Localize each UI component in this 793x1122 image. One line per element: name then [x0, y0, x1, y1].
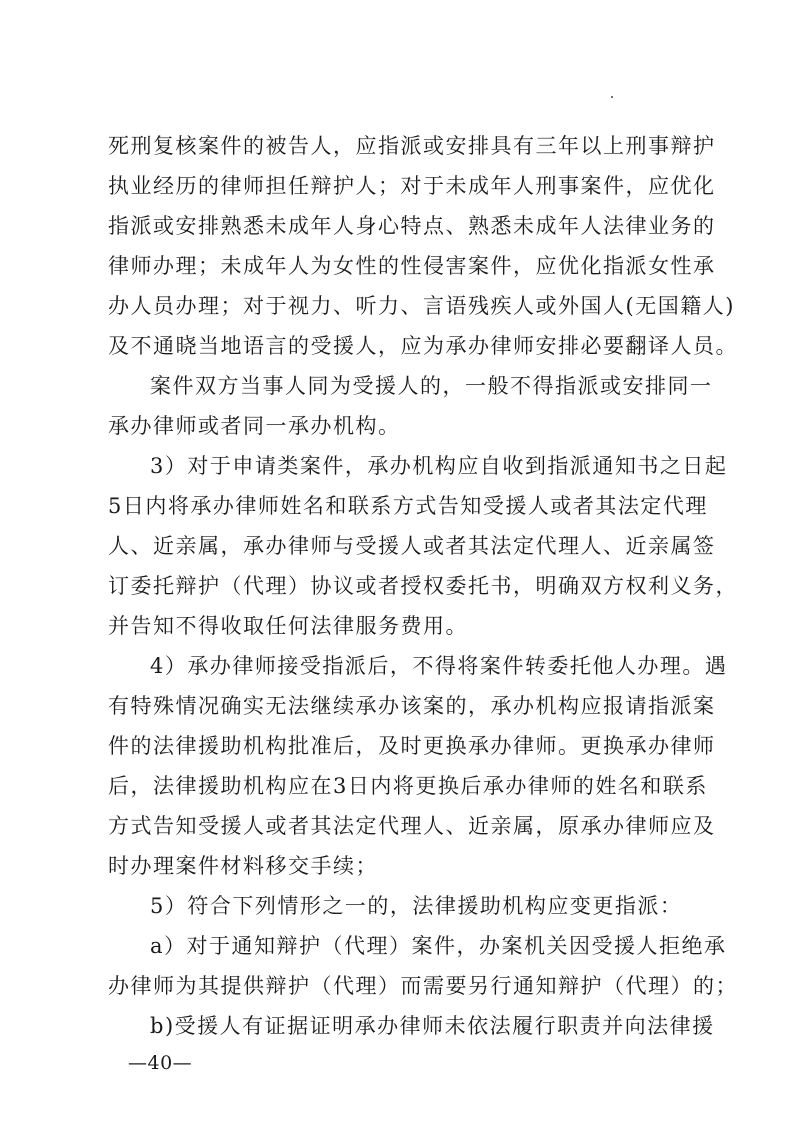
scan-speck [611, 96, 613, 98]
text-line-16: 件的法律援助机构批准后，及时更换承办律师。更换承办律师 [108, 734, 716, 758]
text-line-4: 律师办理；未成年人为女性的性侵害案件，应优化指派女性承 [108, 254, 716, 278]
text-line-2: 执业经历的律师担任辩护人；对于未成年人刑事案件，应优化 [108, 174, 716, 198]
text-line-19: 时办理案件材料移交手续； [108, 854, 378, 878]
text-line-8: 承办律师或者同一承办机构。 [108, 414, 401, 438]
text-line-12: 订委托辩护（代理）协议或者授权委托书，明确双方权利义务， [108, 574, 738, 598]
page-number: —40— [128, 1052, 193, 1074]
text-line-20: 5）符合下列情形之一的，法律援助机构应变更指派： [150, 894, 683, 918]
text-line-11: 人、近亲属，承办律师与受援人或者其法定代理人、近亲属签 [108, 534, 716, 558]
text-line-6: 及不通晓当地语言的受援人，应为承办律师安排必要翻译人员。 [108, 334, 738, 358]
text-line-15: 有特殊情况确实无法继续承办该案的，承办机构应报请指派案 [108, 694, 716, 718]
text-line-13: 并告知不得收取任何法律服务费用。 [108, 614, 468, 638]
text-line-18: 方式告知受援人或者其法定代理人、近亲属，原承办律师应及 [108, 814, 716, 838]
text-line-21: a）对于通知辩护（代理）案件，办案机关因受援人拒绝承 [150, 934, 727, 958]
text-line-5: 办人员办理；对于视力、听力、言语残疾人或外国人(无国籍人) [108, 294, 735, 318]
text-line-14: 4）承办律师接受指派后，不得将案件转委托他人办理。遇 [150, 654, 728, 678]
text-line-22: 办律师为其提供辩护（代理）而需要另行通知辩护（代理）的； [108, 974, 738, 998]
text-line-7: 案件双方当事人同为受援人的，一般不得指派或安排同一 [150, 374, 713, 398]
text-line-17: 后，法律援助机构应在3日内将更换后承办律师的姓名和联系 [108, 774, 708, 798]
text-line-23: b)受援人有证据证明承办律师未依法履行职责并向法律援 [150, 1014, 715, 1038]
text-line-1: 死刑复核案件的被告人，应指派或安排具有三年以上刑事辩护 [108, 134, 716, 158]
text-line-3: 指派或安排熟悉未成年人身心特点、熟悉未成年人法律业务的 [108, 214, 716, 238]
text-line-9: 3）对于申请类案件，承办机构应自收到指派通知书之日起 [150, 454, 728, 478]
text-line-10: 5日内将承办律师姓名和联系方式告知受援人或者其法定代理 [108, 494, 708, 518]
